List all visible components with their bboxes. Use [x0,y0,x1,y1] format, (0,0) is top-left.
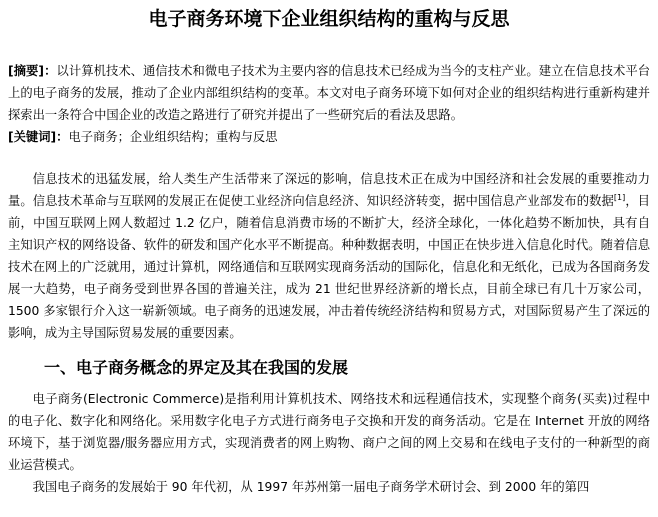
abstract-label: [摘要]： [8,64,57,78]
citation-marker: [1] [613,192,626,202]
section-heading: 一、电子商务概念的界定及其在我国的发展 [44,358,349,377]
keywords-label: [关键词]： [8,130,69,144]
keywords [8,126,650,148]
intro-paragraph [8,168,650,344]
keywords-text: 电子商务；企业组织结构；重构与反思 [68,130,278,144]
paragraph-spacer [8,148,650,168]
section-paragraph-development: 我国电子商务的发展始于 90 年代初，从 1997 年苏州第一届电子商务学术研讨会、到 2000 年的第四 [32,480,590,494]
intro-text-part1: 信息技术的迅猛发展，给人类生产生活带来了深远的影响，信息技术正在成为中国经济和社会发展的重要推动力量。信息技术革命与互联网的发展正在促使工业经济向信息经济、知识经济转变，据中国信息产业部发布的数据 [8,172,650,208]
abstract-text: 以计算机技术、通信技术和微电子技术为主要内容的信息技术已经成为当今的支柱产业。建立在信息技术平台上的电子商务的发展，推动了企业内部组织结构的变革。本文对电子商务环境下如何对企业的组织结构进行重新构建并探索出一条符合中国企业的改造之路进行了研究并提出了一些研究后的看法及思路。 [8,64,650,122]
section-paragraph-definition: 电子商务(Electronic Commerce)是指利用计算机技术、网络技术和远程通信技术，实现整个商务(买卖)过程中的电子化、数字化和网络化。采用数字化电子方式进行商务电子交换和开发的商务活动。它是在 Internet 开放的网络环境下，基于浏览器/服务器应用方式，实现消费者的网上购物、商户之间的网上交易和在线电子支付的一种新型的商业运营模式。 [8,392,650,472]
document-title: 电子商务环境下企业组织结构的重构与反思 [148,8,510,30]
intro-text-part2: ，目前，中国互联网上网人数超过 1.2 亿户，随着信息消费市场的不断扩大，经济全球化，一体化趋势不断加快，具有自主知识产权的网络设备、软件的研发和国产化水平不断提高。种种数据表明，中国正在快步进入信息化时代。随着信息技术在网上的广泛就用，通过计算机，网络通信和互联网实现商务活动的国际化，信息化和无纸化，已成为各国商务发展一大趋势，电子商务受到世界各国的普遍关注，成为 21 世纪世界经济新的增长点，目前全球已有几十万家公司，1500 多家银行介入这一崭新领域。电子商务的迅速发展，冲击着传统经济结构和贸易方式，对国际贸易产生了深远的影响，成为主导国际贸易发展的重要因素。 [8,194,650,340]
abstract [8,60,650,126]
